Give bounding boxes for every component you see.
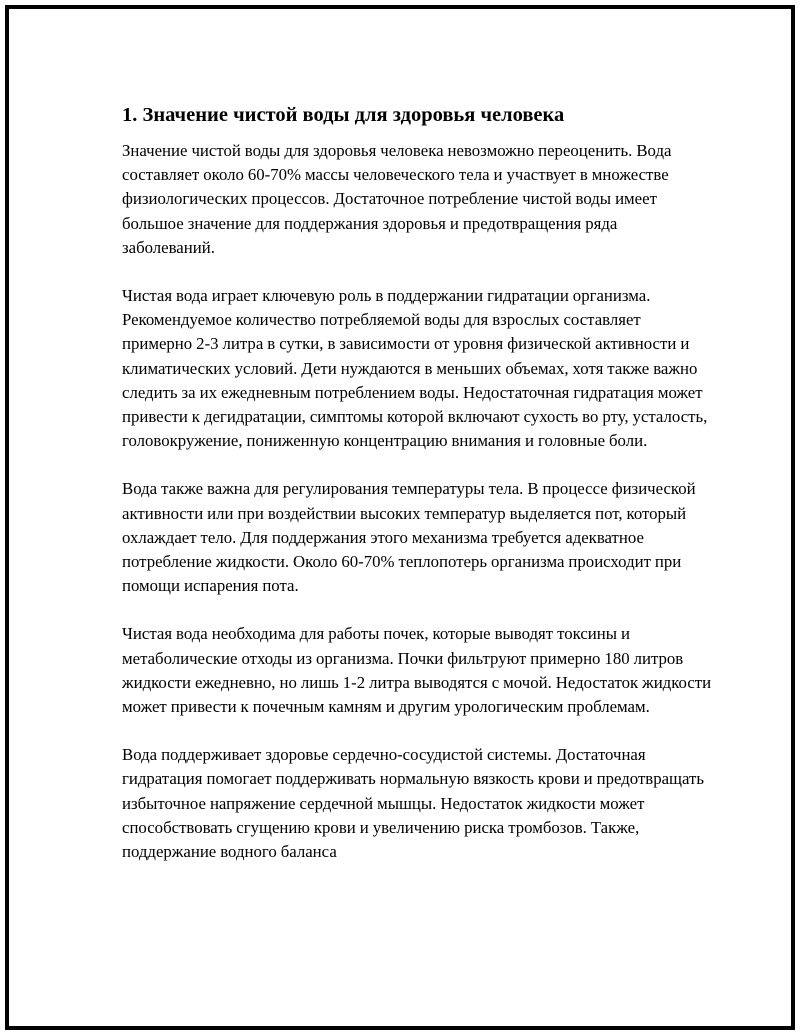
paragraph-2: Чистая вода играет ключевую роль в поддержании гидратации организма. Рекомендуемое количество потребляемой воды для взрослых составляет примерно 2-3 литра в сутки, в зависимости от уровня физической активности и климатических условий. Дети нуждаются в меньших объемах, хотя также важно следить за их ежедневным потреблением воды. Недостаточная гидратация может привести к дегидратации, симптомы которой включают сухость во рту, усталость, головокружение, пониженную концентрацию внимания и головные боли. <box>122 286 708 451</box>
paragraph-4: Чистая вода необходима для работы почек, которые выводят токсины и метаболические отходы из организма. Почки фильтруют примерно 180 литров жидкости ежедневно, но лишь 1-2 литра выводятся с мочой. Недостаток жидкости может привести к почечным камням и другим урологическим проблемам. <box>122 624 712 717</box>
section-heading: 1. Значение чистой воды для здоровья человека <box>122 104 565 126</box>
paragraph-1: Значение чистой воды для здоровья человека невозможно переоценить. Вода составляет около 60-70% массы человеческого тела и участвует в множестве физиологических процессов. Достаточное потребление чистой воды имеет большое значение для поддержания здоровья и предотвращения ряда заболеваний. <box>122 141 672 257</box>
paragraph-3: Вода также важна для регулирования температуры тела. В процессе физической активности или при воздействии высоких температур выделяется пот, который охлаждает тело. Для поддержания этого механизма требуется адекватное потребление жидкости. Около 60-70% теплопотерь организма происходит при помощи испарения пота. <box>122 479 696 596</box>
document-body <box>122 102 712 864</box>
paragraph-5: Вода поддерживает здоровье сердечно-сосудистой системы. Достаточная гидратация помогает поддерживать нормальную вязкость крови и предотвращать избыточное напряжение сердечной мышцы. Недостаток жидкости может способствовать сгущению крови и увеличению риска тромбозов. Также, поддержание водного баланса <box>122 745 704 862</box>
page-frame <box>5 5 795 1030</box>
